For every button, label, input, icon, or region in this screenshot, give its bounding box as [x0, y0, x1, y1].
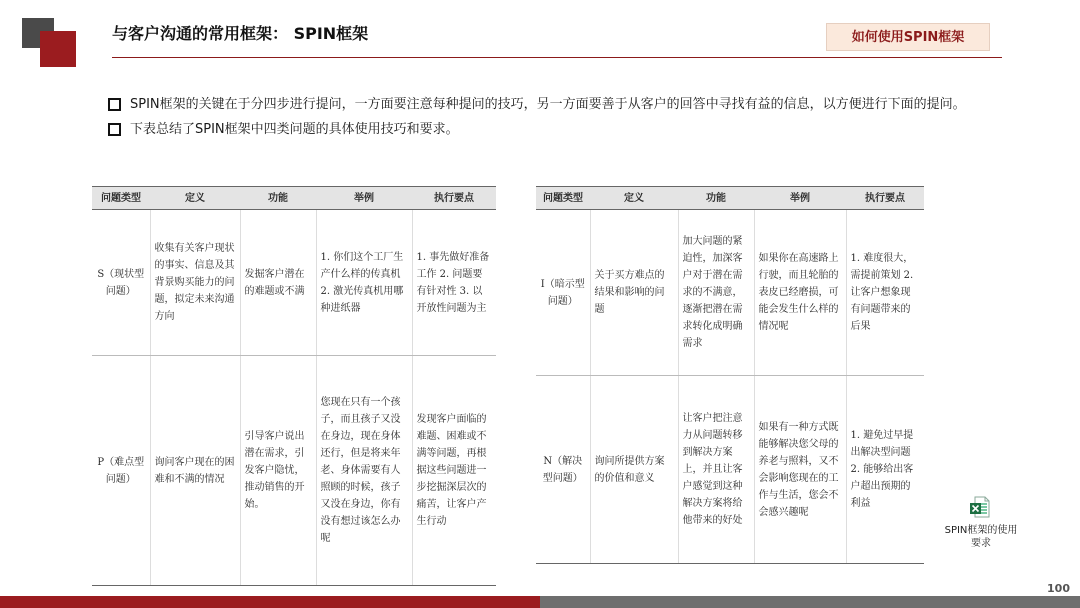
cell-definition: 收集有关客户现状的事实、信息及其背景购买能力的问题，拟定未来沟通方向 [150, 210, 240, 356]
footer-bar-gray [540, 596, 1080, 608]
decorative-square-red [40, 31, 76, 67]
bullet-list [106, 94, 986, 140]
bullet-item [106, 94, 986, 115]
header-function: 功能 [678, 187, 754, 210]
spin-table-left [92, 186, 496, 586]
bullet-item [106, 119, 986, 140]
page-number: 100 [1047, 582, 1070, 595]
spin-table-right [536, 186, 924, 564]
cell-type: S（现状型问题） [92, 210, 150, 356]
cell-key-points: 1. 避免过早提出解决型问题 2. 能够给出客户超出预期的利益 [846, 376, 924, 564]
header-definition: 定义 [150, 187, 240, 210]
excel-file-icon[interactable] [968, 495, 992, 519]
square-bullet-icon [108, 98, 121, 111]
footer-bar-red [0, 596, 540, 608]
table-row [92, 210, 496, 356]
header-key-points: 执行要点 [412, 187, 496, 210]
table-header-row [536, 187, 924, 210]
cell-type: P（难点型问题） [92, 356, 150, 586]
cell-example: 您现在只有一个孩子，而且孩子又没在身边，现在身体还行，但是将来年老、身体需要有人照顾的时候，孩子又没在身边，你有没有想过该怎么办呢 [316, 356, 412, 586]
section-badge: 如何使用SPIN框架 [826, 23, 990, 51]
cell-key-points: 发现客户面临的难题、困难或不满等问题，再根据这些问题进一步挖掘深层次的痛苦，让客户产生行动 [412, 356, 496, 586]
table-header-row [92, 187, 496, 210]
attachment-label[interactable]: SPIN框架的使用要求 [944, 525, 1018, 549]
table-row [92, 356, 496, 586]
bullet-text: 下表总结了SPIN框架中四类问题的具体使用技巧和要求。 [130, 122, 459, 137]
cell-type: N（解决型问题） [536, 376, 590, 564]
square-bullet-icon [108, 123, 121, 136]
page-title: 与客户沟通的常用框架： SPIN框架 [112, 24, 369, 43]
cell-type: I（暗示型问题） [536, 210, 590, 376]
cell-function: 发掘客户潜在的难题或不满 [240, 210, 316, 356]
cell-example: 如果你在高速路上行驶，而且轮胎的表皮已经磨损，可能会发生什么样的情况呢 [754, 210, 846, 376]
bullet-text: SPIN框架的关键在于分四步进行提问，一方面要注意每种提问的技巧，另一方面要善于从客户的回答中寻找有益的信息，以方便进行下面的提问。 [130, 97, 966, 112]
header-example: 举例 [754, 187, 846, 210]
cell-function: 让客户把注意力从问题转移到解决方案上，并且让客户感觉到这种解决方案将给他带来的好处 [678, 376, 754, 564]
header-type: 问题类型 [536, 187, 590, 210]
title-divider [112, 57, 1002, 58]
header-type: 问题类型 [92, 187, 150, 210]
table-row [536, 210, 924, 376]
table-row [536, 376, 924, 564]
cell-definition: 询问客户现在的困难和不满的情况 [150, 356, 240, 586]
cell-key-points: 1. 事先做好准备工作 2. 问题要有针对性 3. 以开放性问题为主 [412, 210, 496, 356]
cell-example: 如果有一种方式既能够解决您父母的养老与照料，又不会影响您现在的工作与生活，您会不会感兴趣呢 [754, 376, 846, 564]
header-function: 功能 [240, 187, 316, 210]
cell-example: 1. 你们这个工厂生产什么样的传真机 2. 激光传真机用哪种进纸器 [316, 210, 412, 356]
header-example: 举例 [316, 187, 412, 210]
cell-function: 引导客户说出潜在需求，引发客户隐忧，推动销售的开始。 [240, 356, 316, 586]
cell-definition: 关于买方难点的结果和影响的问题 [590, 210, 678, 376]
header-key-points: 执行要点 [846, 187, 924, 210]
cell-key-points: 1. 难度很大，需提前策划 2. 让客户想象现有问题带来的后果 [846, 210, 924, 376]
header-definition: 定义 [590, 187, 678, 210]
cell-definition: 询问所提供方案的价值和意义 [590, 376, 678, 564]
cell-function: 加大问题的紧迫性，加深客户对于潜在需求的不满意，逐渐把潜在需求转化成明确需求 [678, 210, 754, 376]
